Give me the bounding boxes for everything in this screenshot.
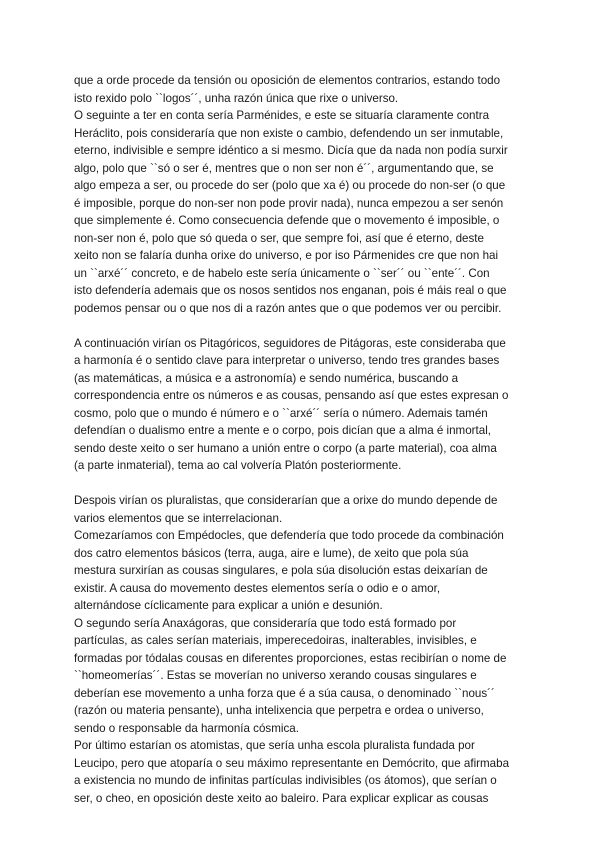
- paragraph-gap: [74, 475, 524, 493]
- text-line: que a orde procede da tensión ou oposición de elementos contrarios, estando todo: [74, 74, 501, 87]
- text-line: formadas por tódalas cousas en diferentes proporciones, estas recibirían o nome de: [74, 651, 507, 665]
- text-line: cosmo, polo que o mundo é número e o ``arxé´´ sería o número. Ademais tamén: [74, 406, 488, 420]
- text-line: é imposible, porque do non-ser non pode provir nada), nunca empezou a ser senón: [74, 196, 504, 210]
- text-line: Leucipo, pero que atoparía o seu máximo representante en Demócrito, que afirmaba: [74, 756, 510, 770]
- text-line: alternándose cíclicamente para explicar a unión e desunión.: [74, 599, 383, 612]
- text-line: existir. A causa do movemento destes elementos sería o odio e o amor,: [74, 581, 441, 595]
- text-line: a harmonía é o sentido clave para interpretar o universo, tendo tres grandes bases: [74, 354, 500, 367]
- text-line: mestura surxirían as cousas singulares, e pola súa disolución estas deixarían de: [74, 564, 488, 577]
- paragraph: [74, 527, 524, 615]
- text-line: isto rexido polo ``logos´´, unha razón única que rixe o universo.: [74, 91, 399, 105]
- text-line: (as matemáticas, a música e a astronomía) e sendo numérica, buscando a: [74, 371, 459, 385]
- paragraph: [74, 72, 524, 107]
- text-line: varios elementos que se interrelacionan.: [74, 511, 283, 525]
- text-line: partículas, as cales serían materiais, imperecedoiras, inalterables, invisibles, e: [74, 634, 477, 647]
- text-line: sendo o responsable da harmonía cósmica.: [74, 721, 299, 735]
- text-line: ``homeomerías´´. Estas se moverían no universo xerando cousas singulares e: [74, 669, 477, 682]
- text-line: Despois virían os pluralistas, que considerarían que a orixe do mundo depende de: [74, 494, 498, 507]
- text-line: Comezaríamos con Empédocles, que defendería que todo procede da combinación: [74, 529, 504, 542]
- paragraph: [74, 615, 524, 738]
- text-line: Por último estarían os atomistas, que sería unha escola pluralista fundada por: [74, 739, 475, 752]
- text-line: A continuación virían os Pitagóricos, seguidores de Pitágoras, este consideraba que: [74, 336, 506, 350]
- text-line: un ``arxé´´ concreto, e de habelo este sería únicamente o ``ser´´ ou ``ente´´. Con: [74, 266, 490, 280]
- text-line: deberían ese movemento a unha forza que é a súa causa, o denominado ``nous´´: [74, 686, 495, 700]
- text-line: algo empeza a ser, ou procede do ser (polo que xa é) ou procede do non-ser (o que: [74, 179, 506, 192]
- paragraph: [74, 107, 524, 317]
- body-text: [74, 72, 524, 807]
- text-line: que simplemente é. Como consecuencia defende que o movemento é imposible, o: [74, 214, 500, 227]
- text-line: O seguinte a ter en conta sería Parménides, e este se situaría claramente contra: [74, 109, 490, 122]
- text-line: correspondencia entre os números e as cousas, pensando así que estes expresan o: [74, 389, 509, 402]
- text-line: algo, polo que ``só o ser é, mentres que o non ser non é´´, argumentando que, se: [74, 161, 494, 175]
- paragraph: [74, 737, 524, 807]
- text-line: (razón ou materia pensante), unha intelixencia que perpetra e ordea o universo,: [74, 704, 484, 717]
- text-line: a existencia no mundo de infinitas partículas indivisibles (os átomos), que serían o: [74, 774, 497, 787]
- text-line: O segundo sería Anaxágoras, que consideraría que todo está formado por: [74, 616, 457, 630]
- text-line: defendían o dualismo entre a mente e o corpo, pois dicían que a alma é inmortal,: [74, 424, 491, 437]
- text-line: isto defendería ademais que os nosos sentidos nos enganan, pois é máis real o que: [74, 284, 507, 297]
- text-line: eterno, indivisible e sempre idéntico a si mesmo. Dicía que da nada non podía surxir: [74, 144, 508, 157]
- text-line: (a parte inmaterial), tema ao cal volvería Platón posteriormente.: [74, 459, 402, 472]
- text-line: sendo deste xeito o ser humano a unión entre o corpo (a parte material), coa alma: [74, 441, 497, 455]
- text-line: non-ser non é, polo que só queda o ser, que sempre foi, así que é eterno, deste: [74, 231, 484, 245]
- paragraph-gap: [74, 317, 524, 335]
- text-line: Heráclito, pois consideraría que non existe o cambio, defendendo un ser inmutable,: [74, 126, 504, 140]
- text-line: ser, o cheo, en oposición deste xeito ao baleiro. Para explicar explicar as cousas: [74, 791, 489, 805]
- paragraph: [74, 335, 524, 475]
- text-line: dos catro elementos básicos (terra, auga, aire e lume), de xeito que pola súa: [74, 546, 469, 560]
- paragraph: [74, 492, 524, 527]
- text-line: xeito non se falaría dunha orixe do universo, e por iso Pármenides cre que non hai: [74, 249, 499, 262]
- text-line: podemos pensar ou o que nos di a razón antes que o que podemos ver ou percibir.: [74, 301, 502, 315]
